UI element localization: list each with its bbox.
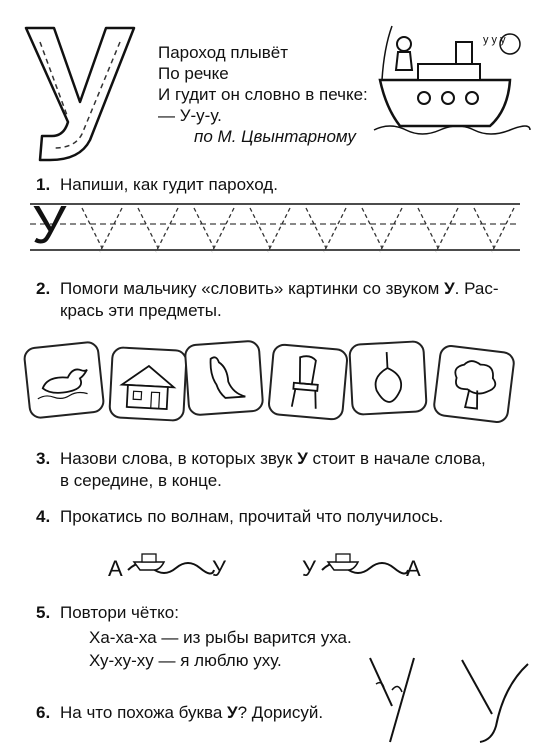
poem-line: Пароход плывёт: [158, 43, 289, 62]
task-bold-letter: У: [227, 703, 238, 722]
wave-1-left-letter: А: [108, 556, 123, 581]
picture-card-tree[interactable]: [432, 344, 516, 425]
task-4: [36, 506, 443, 528]
task-text: в середине, в конце.: [60, 471, 222, 490]
letter-sketch-bird-icon[interactable]: [362, 654, 432, 744]
poem-author: по М. Цвынтарному: [194, 127, 356, 146]
poem: [158, 42, 368, 147]
task-1: [36, 174, 278, 196]
task-text: Прокатись по волнам, прочитай что получилось.: [60, 507, 444, 526]
big-letter-u-icon: [20, 22, 140, 162]
picture-card-onion[interactable]: [348, 340, 428, 416]
house-icon: [110, 348, 185, 420]
task-text: крась эти предметы.: [60, 301, 222, 320]
task-text: Назови слова, в которых звук: [60, 449, 298, 468]
task-number: 6.: [36, 703, 51, 722]
letter-sketch-u-icon[interactable]: [456, 656, 536, 744]
task-number: 5.: [36, 603, 51, 622]
writing-lines: [30, 195, 520, 260]
wave-1-right-letter: У: [212, 556, 226, 581]
picture-card-kangaroo[interactable]: [184, 339, 265, 416]
task-number: 3.: [36, 449, 51, 468]
task-text: Напиши, как гудит пароход.: [60, 175, 278, 194]
poem-line: По речке: [158, 64, 229, 83]
tongue-twister-line: Ха-ха-ха — из рыбы варится уха.: [89, 628, 352, 647]
tongue-twister-line: Ху-ху-ху — я люблю уху.: [89, 651, 282, 670]
picture-card-chair[interactable]: [267, 343, 349, 421]
tree-icon: [434, 346, 514, 422]
chair-icon: [269, 345, 347, 419]
boat-flag-text: у у у: [483, 34, 506, 46]
writing-sample-letter: У: [32, 195, 67, 255]
task-6: [36, 702, 323, 724]
tongue-twisters: [89, 626, 352, 672]
task-bold-letter: У: [297, 449, 308, 468]
wave-1-icon: [126, 540, 216, 584]
wave-2-right-letter: А: [406, 556, 421, 581]
task-number: 4.: [36, 507, 51, 526]
task-text: Повтори чётко:: [60, 603, 179, 622]
task-text: На что похожа буква: [60, 703, 227, 722]
kangaroo-icon: [186, 342, 263, 415]
steamboat-icon: [370, 18, 535, 136]
poem-line: И гудит он словно в печке:: [158, 85, 368, 104]
onion-icon: [350, 342, 425, 414]
task-text: ? Дорисуй.: [237, 703, 324, 722]
poem-line: — У-у-у.: [158, 106, 222, 125]
task-3: [36, 448, 486, 492]
task-text: стоит в начале слова,: [307, 449, 486, 468]
task-number: 1.: [36, 175, 51, 194]
duck-icon: [25, 342, 104, 417]
wave-2-left-letter: У: [302, 556, 316, 581]
task-number: 2.: [36, 279, 51, 298]
picture-card-duck[interactable]: [22, 340, 105, 420]
wave-2-icon: [320, 540, 410, 584]
task-5: [36, 602, 179, 624]
task-text: Помоги мальчику «словить» картинки со звуком: [60, 279, 445, 298]
picture-card-house[interactable]: [108, 346, 188, 422]
task-2: [36, 278, 499, 322]
task-bold-letter: У: [444, 279, 455, 298]
task-text: . Рас-: [454, 279, 499, 298]
